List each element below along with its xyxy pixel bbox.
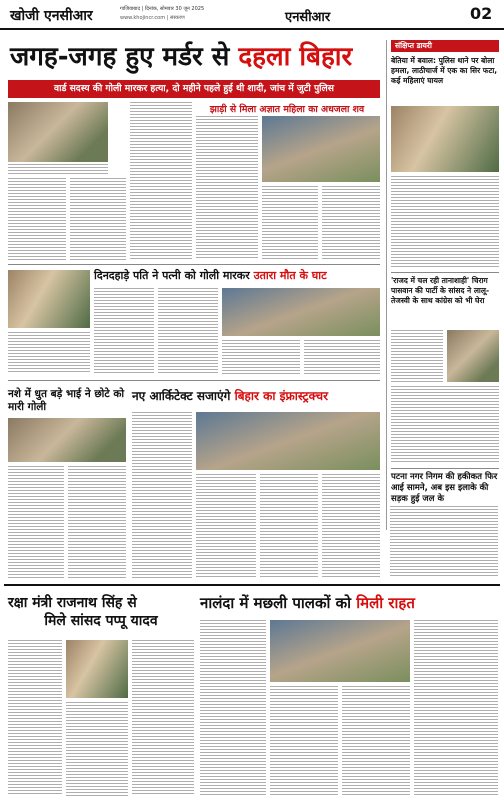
lead-photo-couple	[8, 102, 108, 162]
lead-kicker: झाड़ी से मिला अज्ञात महिला का अधजला शव	[209, 104, 365, 115]
bottom-right-body-col2	[270, 686, 338, 796]
sidebar-divider1	[391, 272, 499, 273]
bottom-left-headline	[8, 594, 194, 630]
bottom-right-body-col4	[414, 620, 498, 796]
lead-body-col4	[196, 116, 258, 260]
third-right-body-col3	[260, 474, 318, 578]
lead-body-col1	[8, 178, 66, 260]
third-left-headline: नशे में धुत बड़े भाई ने छोटे को मारी गोली	[8, 388, 125, 414]
third-right-headline	[132, 390, 382, 403]
sidebar-story2-body-b	[391, 386, 499, 464]
third-right-body-col2	[196, 474, 256, 578]
bottom-right-headline-a: नालंदा में मछली पालकों को	[200, 594, 352, 612]
third-left-body-col1	[8, 466, 64, 578]
bottom-left-body-col3	[132, 640, 194, 796]
second-body-col1	[94, 288, 154, 374]
sidebar-label: संक्षिप्त डायरी	[395, 41, 432, 50]
sidebar-story1-title: बेतिया में बवाल: पुलिस थाने पर बोला हमला, लाठीचार्ज में एक का सिर फटा, कई महिलाएं घायल	[391, 56, 498, 85]
sidebar-story2-body-a	[391, 330, 443, 382]
lead-photo-field	[262, 116, 380, 182]
second-body-col3	[222, 340, 300, 374]
lead-body-col2	[70, 178, 126, 260]
bottom-left-body-col1	[8, 640, 62, 796]
sidebar-story1-photo	[391, 106, 499, 172]
sidebar-divider2	[391, 468, 499, 469]
rule-3	[8, 380, 380, 381]
paper-name: खोजी एनसीआर	[10, 8, 93, 24]
masthead	[0, 0, 504, 30]
sidebar-story2-photo	[447, 330, 499, 382]
second-body-col4	[304, 340, 380, 374]
lead-headline-part1: जगह-जगह हुए मर्डर से	[10, 42, 230, 72]
date-line: गाजियाबाद | दिनांक, सोमवार 30 जून 2025	[120, 6, 205, 12]
third-left-body-col2	[68, 466, 126, 578]
sidebar-story2-title: 'राजद में चल रही तानाशाही' चिराग पासवान की पार्टी के सांसद ने लालू-तेजस्वी के साथ कांग्रेस को भी घेरा	[391, 276, 490, 305]
lead-body-col5	[262, 186, 318, 260]
second-headline	[94, 270, 380, 282]
second-headline-a: दिनदहाड़े पति ने पत्नी को गोली मारकर	[94, 269, 250, 282]
lead-headline	[10, 44, 380, 71]
third-left-photo	[8, 418, 126, 462]
rule-4	[4, 584, 500, 586]
sub-line: www.khojincr.com | संस्करण	[120, 15, 185, 21]
third-right-body-col1	[132, 412, 192, 578]
second-photo-left	[8, 270, 90, 328]
third-right-body-col4	[322, 474, 380, 578]
bottom-left-headline-b: मिले सांसद पप्पू यादव	[44, 613, 158, 630]
third-right-headline-b: बिहार का इंफ्रास्ट्रक्चर	[234, 389, 329, 403]
bottom-right-photo	[270, 620, 410, 682]
bottom-right-body-col1	[200, 620, 266, 796]
section-name: एनसीआर	[285, 10, 331, 25]
sidebar-story1-body	[391, 176, 499, 268]
lead-body-col6	[322, 186, 380, 260]
second-photo-right	[222, 288, 380, 336]
sidebar-label-bar	[391, 40, 499, 52]
rule-2	[8, 264, 380, 265]
bottom-left-photo	[66, 640, 128, 698]
lead-headline-part2: दहला बिहार	[238, 42, 353, 72]
second-headline-b: उतारा मौत के घाट	[253, 269, 327, 282]
sidebar-story3-body	[390, 506, 498, 578]
sidebar	[386, 40, 498, 530]
bottom-left-headline-a: रक्षा मंत्री राजनाथ सिंह से	[8, 595, 137, 611]
bottom-right-headline	[200, 596, 498, 612]
third-right-headline-a: नए आर्किटेक्ट सजाएंगे	[132, 389, 231, 403]
bottom-right-headline-b: मिली राहत	[356, 594, 415, 612]
second-body-col2	[158, 288, 218, 374]
bottom-right-body-col3	[342, 686, 410, 796]
lead-subhead: वार्ड सदस्य की गोली मारकर हत्या, दो महीने पहले हुई थी शादी, जांच में जुटी पुलिस	[54, 83, 334, 94]
bottom-left-body-col2	[66, 702, 128, 796]
lead-body-col3	[130, 102, 192, 260]
second-body-left	[8, 332, 90, 374]
lead-photo-caption	[8, 164, 108, 176]
lead-subhead-bar	[8, 80, 380, 98]
page-number: 02	[470, 4, 493, 23]
third-right-photo	[196, 412, 380, 470]
sidebar-story3-title: पटना नगर निगम की हकीकत फिर आई सामने, अब इस इलाके की सड़क हुई जल के	[391, 472, 498, 505]
